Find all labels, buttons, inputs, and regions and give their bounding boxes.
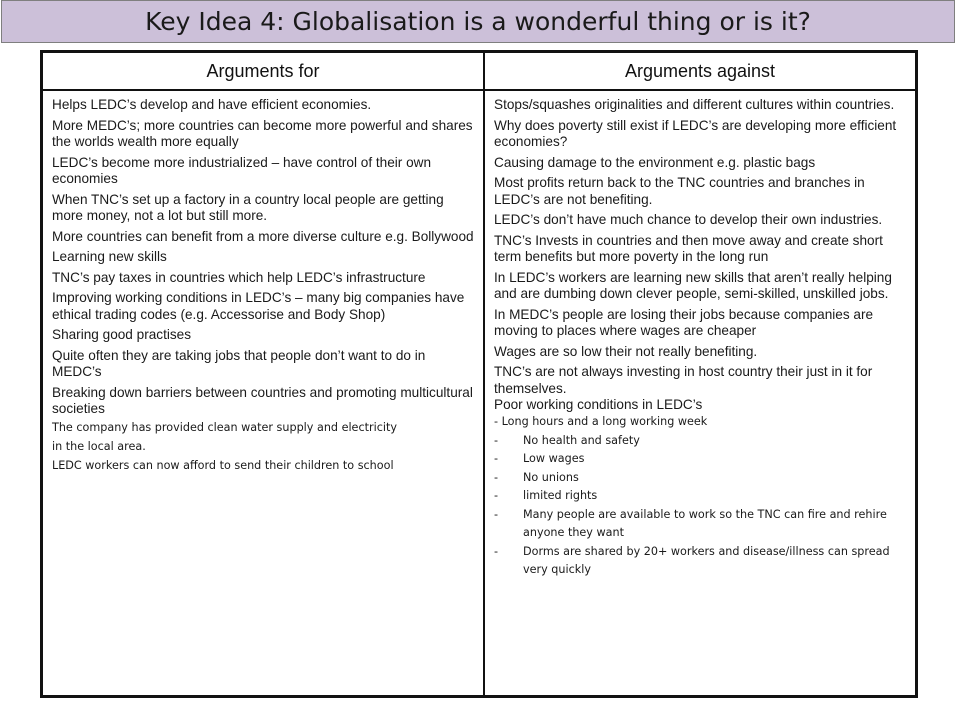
title-bar: [1, 0, 955, 43]
page-title: Key Idea 4: Globalisation is a wonderful thing or is it?: [145, 7, 811, 36]
poor-conditions-item: [494, 506, 909, 543]
poor-conditions-text: Many people are available to work so the TNC can fire and rehire anyone they want: [523, 507, 887, 539]
for-item: Helps LEDC’s develop and have efficient economies.: [52, 97, 372, 112]
for-item: Quite often they are taking jobs that people don’t want to do in MEDC’s: [52, 347, 426, 379]
header-arguments-against: Arguments against: [624, 60, 776, 81]
against-item: TNC’s are not always investing in host country their just in it for themselves.: [494, 364, 873, 396]
for-item: TNC’s pay taxes in countries which help LEDC’s infrastructure: [52, 269, 426, 285]
against-item: TNC’s Invests in countries and then move away and create short term benefits but more poverty in the long run: [494, 232, 883, 264]
for-item: Sharing good practises: [52, 327, 192, 342]
against-item: Stops/squashes originalities and different cultures within countries.: [494, 97, 895, 112]
against-item: Wages are so low their not really benefiting.: [494, 343, 758, 359]
for-item: More countries can benefit from a more diverse culture e.g. Bollywood: [52, 228, 474, 244]
arguments-against-column: [485, 91, 915, 695]
poor-conditions-text: No health and safety: [523, 433, 640, 447]
dash: -: [494, 544, 499, 558]
poor-conditions-item: - Long hours and a long working week: [494, 415, 708, 428]
against-item: Causing damage to the environment e.g. plastic bags: [494, 154, 816, 170]
poor-conditions-item: [494, 469, 909, 488]
arguments-table: [40, 50, 918, 698]
dash: -: [494, 489, 499, 502]
poor-conditions-item: [494, 432, 909, 451]
for-extra-item: The company has provided clean water supply and electricity in the local area.: [52, 420, 397, 453]
dash: -: [494, 507, 499, 521]
for-item: More MEDC’s; more countries can become more powerful and shares the worlds wealth more equally: [52, 117, 473, 149]
for-item: Learning new skills: [52, 249, 167, 264]
poor-conditions-item: [494, 450, 909, 469]
for-extra-item: LEDC workers can now afford to send their children to school: [52, 458, 394, 472]
poor-conditions-heading: Poor working conditions in LEDC’s: [494, 397, 703, 412]
dash: -: [494, 470, 499, 484]
for-item: LEDC’s become more industrialized – have control of their own economies: [52, 154, 432, 186]
poor-conditions-item: [494, 543, 909, 580]
against-item: Why does poverty still exist if LEDC’s are developing more efficient economies?: [494, 117, 897, 149]
poor-conditions-text: Low wages: [523, 452, 585, 465]
for-item: Improving working conditions in LEDC’s – many big companies have ethical trading codes (e.g. Accessorise and Body Shop): [52, 290, 465, 322]
against-item: Most profits return back to the TNC countries and branches in LEDC’s are not benefiting.: [494, 175, 865, 207]
poor-conditions-text: No unions: [523, 470, 579, 484]
poor-conditions-item: [494, 487, 909, 506]
for-item: Breaking down barriers between countries and promoting multicultural societies: [52, 384, 473, 416]
dash: -: [494, 452, 499, 465]
poor-conditions-text: Dorms are shared by 20+ workers and disease/illness can spread very quickly: [523, 544, 890, 576]
against-item: LEDC’s don’t have much chance to develop their own industries.: [494, 212, 883, 227]
for-item: When TNC’s set up a factory in a country local people are getting more money, not a lot but still more.: [52, 191, 444, 223]
header-arguments-for: Arguments for: [43, 53, 485, 89]
table-body-row: [43, 91, 915, 695]
poor-conditions-text: limited rights: [523, 489, 598, 502]
table-header-row: [43, 53, 915, 91]
arguments-for-column: [43, 91, 485, 695]
against-item: In LEDC’s workers are learning new skills that aren’t really helping and are dumbing down clever people, semi-skilled, unskilled jobs.: [494, 269, 892, 301]
against-item: In MEDC’s people are losing their jobs because companies are moving to places where wages are cheaper: [494, 306, 874, 338]
dash: -: [494, 433, 499, 447]
